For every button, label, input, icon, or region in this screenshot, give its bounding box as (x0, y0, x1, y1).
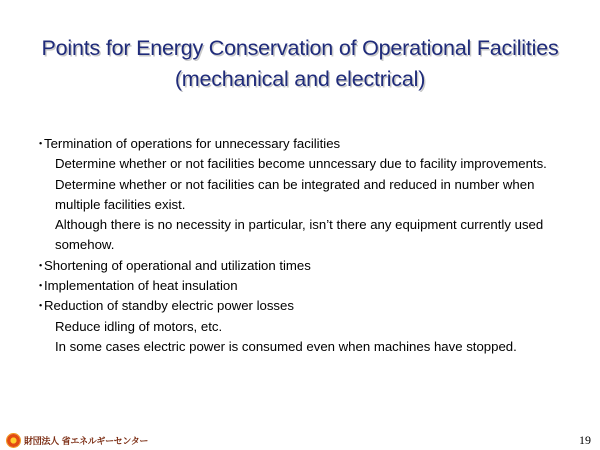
bullet-text: Termination of operations for unnecessary facilities (44, 136, 341, 151)
title-line-1: Points for Energy Conservation of Operational Facilities (41, 36, 559, 60)
bullet-marker: ・ (34, 257, 48, 273)
sub-item: Reduce idling of motors, etc. (55, 318, 223, 334)
bullet-marker: ・ (34, 278, 48, 294)
sub-item: Determine whether or not facilities become unncessary due to facility improvements. (55, 156, 547, 172)
bullet-marker: ・ (34, 136, 48, 151)
bullet-item-standby-losses (34, 296, 590, 316)
bullet-item-termination (34, 134, 590, 154)
bullet-item-shortening (34, 256, 590, 276)
sub-item: multiple facilities exist. (55, 196, 186, 212)
page-number: 19 (579, 433, 591, 447)
bullet-list (34, 134, 590, 357)
energy-center-logo-icon (7, 434, 20, 447)
sub-item: Although there is no necessity in particular, isn’t there any equipment currently used (55, 217, 544, 233)
bullet-text: Shortening of operational and utilization times (44, 257, 311, 273)
organization-name: 財団法人 省エネルギーセンター (24, 436, 149, 447)
title-line-2: (mechanical and electrical) (174, 67, 426, 91)
sub-item: In some cases electric power is consumed even when machines have stopped. (55, 338, 517, 354)
bullet-item-heat-insulation (34, 276, 590, 296)
slide-title (0, 33, 600, 95)
footer-logo (7, 432, 148, 448)
sub-item: somehow. (55, 237, 115, 253)
sub-item: Determine whether or not facilities can be integrated and reduced in number when (55, 176, 535, 192)
bullet-marker: ・ (34, 298, 48, 314)
bullet-text: Reduction of standby electric power losses (44, 298, 294, 314)
bullet-text: Implementation of heat insulation (44, 278, 238, 294)
